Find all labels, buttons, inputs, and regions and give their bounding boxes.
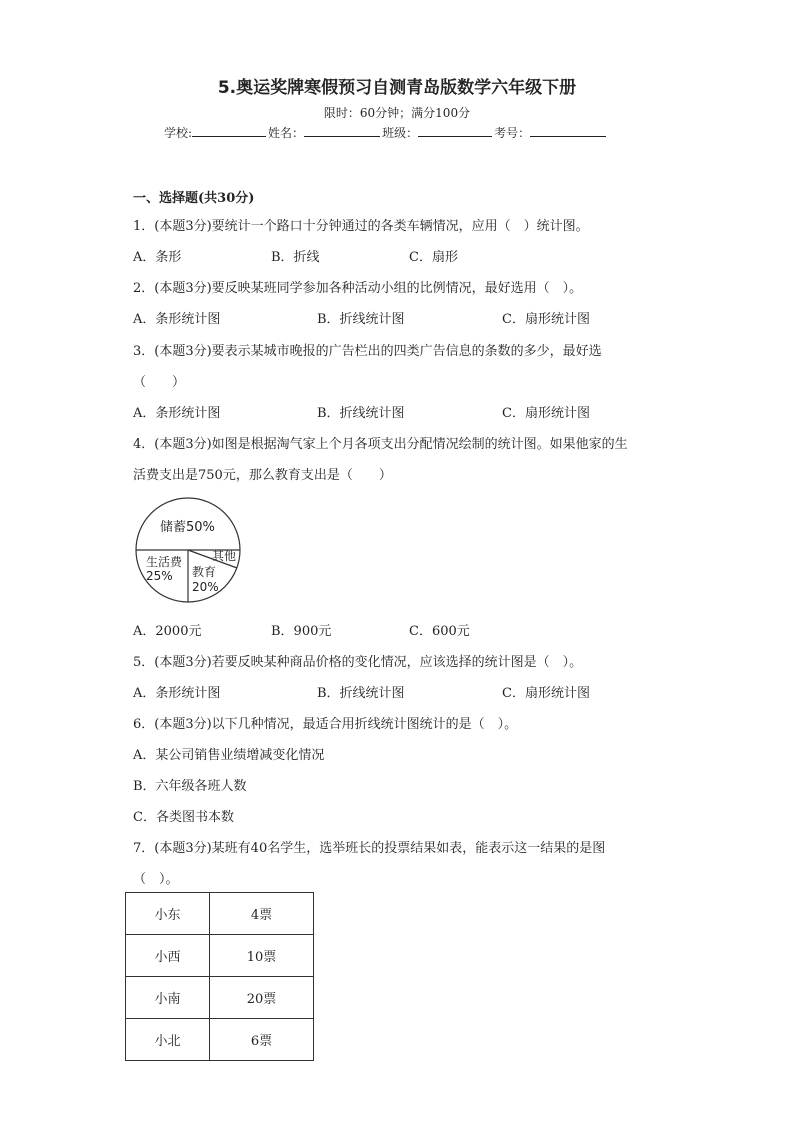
question-2-option-b[interactable]: B．折线统计图 <box>317 312 405 327</box>
question-6-option-b[interactable]: B．六年级各班人数 <box>133 779 247 794</box>
question-1-text: 1．(本题3分)要统计一个路口十分钟通过的各类车辆情况，应用（ ）统计图。 <box>133 219 589 234</box>
question-2-option-c[interactable]: C．扇形统计图 <box>502 312 590 327</box>
section-heading: 一、选择题(共30分) <box>133 191 255 206</box>
question-5-option-c[interactable]: C．扇形统计图 <box>502 686 590 701</box>
question-4-option-a[interactable]: A．2000元 <box>133 624 202 639</box>
candidate-name: 小南 <box>126 977 210 1019</box>
exam-no-blank[interactable] <box>530 124 606 137</box>
vote-result-table <box>125 892 314 1061</box>
school-label: 学校: <box>164 126 193 140</box>
table-row <box>126 977 314 1019</box>
question-3-text-cont: （ ） <box>133 375 186 390</box>
question-5-option-b[interactable]: B．折线统计图 <box>317 686 405 701</box>
class-label: 班级： <box>382 126 419 140</box>
question-5-option-a[interactable]: A．条形统计图 <box>133 686 221 701</box>
vote-count: 4票 <box>210 893 314 935</box>
question-7-text-cont: （ ）。 <box>133 872 179 887</box>
question-3-text: 3．(本题3分)要表示某城市晚报的广告栏出的四类广告信息的条数的多少，最好选 <box>133 344 602 359</box>
question-6-option-c[interactable]: C．各类图书本数 <box>133 810 234 825</box>
candidate-name: 小西 <box>126 935 210 977</box>
pie-label-education: 教育 <box>192 565 217 579</box>
expense-pie-chart <box>133 496 245 608</box>
class-blank[interactable] <box>418 124 492 137</box>
question-4-option-c[interactable]: C．600元 <box>409 624 470 639</box>
student-info-line <box>164 124 608 141</box>
time-limit-text: 限时：60分钟；满分100分 <box>323 106 471 120</box>
question-7-text: 7．(本题3分)某班有40名学生，选举班长的投票结果如表，能表示这一结果的是图 <box>133 841 606 856</box>
vote-count: 20票 <box>210 977 314 1019</box>
candidate-name: 小北 <box>126 1019 210 1061</box>
question-4-option-b[interactable]: B．900元 <box>271 624 332 639</box>
pie-label-other: 其他 <box>212 549 237 563</box>
question-1-option-b[interactable]: B．折线 <box>271 250 320 265</box>
question-1-option-c[interactable]: C．扇形 <box>409 250 458 265</box>
question-4-text: 4．(本题3分)如图是根据淘气家上个月各项支出分配情况绘制的统计图。如果他家的生 <box>133 437 628 452</box>
document-title: 5.奥运奖牌寒假预习自测青岛版数学六年级下册 <box>217 78 577 98</box>
question-2-option-a[interactable]: A．条形统计图 <box>133 312 221 327</box>
pie-label-education-pct: 20% <box>192 580 219 594</box>
pie-label-living-pct: 25% <box>146 569 173 583</box>
question-6-option-a[interactable]: A．某公司销售业绩增减变化情况 <box>133 748 325 763</box>
table-row <box>126 893 314 935</box>
question-3-option-c[interactable]: C．扇形统计图 <box>502 406 590 421</box>
name-blank[interactable] <box>304 124 380 137</box>
pie-label-living: 生活费 <box>146 555 183 569</box>
pie-label-savings: 储蓄50% <box>160 520 215 535</box>
question-5-text: 5．(本题3分)若要反映某种商品价格的变化情况，应该选择的统计图是（ ）。 <box>133 655 583 670</box>
name-label: 姓名： <box>268 126 305 140</box>
question-6-text: 6．(本题3分)以下几种情况，最适合用折线统计图统计的是（ ）。 <box>133 717 518 732</box>
vote-count: 10票 <box>210 935 314 977</box>
question-1-option-a[interactable]: A．条形 <box>133 250 182 265</box>
question-2-text: 2．(本题3分)要反映某班同学参加各种活动小组的比例情况，最好选用（ ）。 <box>133 281 583 296</box>
table-row <box>126 1019 314 1061</box>
school-blank[interactable] <box>192 124 266 137</box>
question-3-option-a[interactable]: A．条形统计图 <box>133 406 221 421</box>
question-3-option-b[interactable]: B．折线统计图 <box>317 406 405 421</box>
candidate-name: 小东 <box>126 893 210 935</box>
exam-no-label: 考号： <box>494 126 531 140</box>
table-row <box>126 935 314 977</box>
question-4-text-cont: 活费支出是750元，那么教育支出是（ ） <box>133 468 392 483</box>
vote-count: 6票 <box>210 1019 314 1061</box>
